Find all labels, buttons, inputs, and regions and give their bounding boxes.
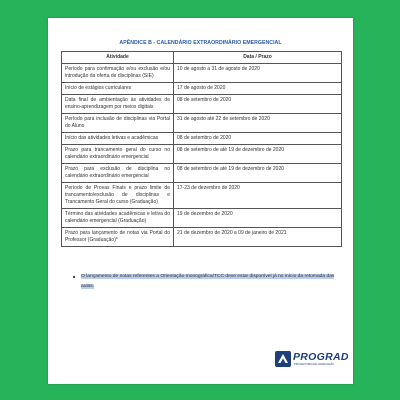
- table-header-row: [62, 52, 342, 64]
- activity-cell: Prazo para exclusão de disciplina no calendário extraordinário emergencial: [62, 164, 174, 183]
- table-row: [62, 83, 342, 95]
- header-date: Data / Prazo: [174, 52, 342, 64]
- footnote: [73, 272, 339, 292]
- prograd-emblem-icon: [274, 350, 292, 368]
- date-cell: 08 de setembro de 2020: [174, 95, 342, 114]
- table-row: [62, 183, 342, 209]
- date-cell: 08 de setembro de até 19 de dezembro de 2020: [174, 164, 342, 183]
- table-row: [62, 209, 342, 228]
- table-row: [62, 145, 342, 164]
- date-cell: 21 de dezembro de 2020 a 09 de janeiro de 2021: [174, 228, 342, 247]
- activity-cell: Término das atividades acadêmicas e letiva do calendário emergencial (Graduação): [62, 209, 174, 228]
- table-row: [62, 164, 342, 183]
- date-cell: 08 de setembro de até 19 de dezembro de 2020: [174, 145, 342, 164]
- date-cell: 17 de agosto de 2020: [174, 83, 342, 95]
- date-cell: 31 de agosto até 22 de setembro de 2020: [174, 114, 342, 133]
- activity-cell: Período para confirmação e/ou exclusão e/ou introdução da oferta de disciplinas (SIE): [62, 64, 174, 83]
- table-row: [62, 64, 342, 83]
- footnote-text: O lançamento de notas referentes a Orientação monográfica/TCC deve estar disponível já no início da retomada das aulas.: [81, 274, 335, 289]
- document-page: [48, 18, 353, 384]
- bullet-icon: ■: [73, 274, 76, 279]
- activity-cell: Data final de ambientação às atividades de ensino-aprendizagem por meios digitais: [62, 95, 174, 114]
- table-row: [62, 114, 342, 133]
- table-row: [62, 228, 342, 247]
- table-row: [62, 133, 342, 145]
- date-cell: 10 de agosto a 31 de agosto de 2020: [174, 64, 342, 83]
- date-cell: 19 de dezembro de 2020: [174, 209, 342, 228]
- prograd-logo: [274, 348, 349, 370]
- date-cell: 17-23 de dezembro de 2020: [174, 183, 342, 209]
- activity-cell: Início das atividades letivas e acadêmicas: [62, 133, 174, 145]
- header-activity: Atividade: [62, 52, 174, 64]
- activity-cell: Prazo para lançamento de notas via Portal do Professor (Graduação)*: [62, 228, 174, 247]
- activity-cell: Período de Provas Finais e prazo limite de trancamento/exclusão de disciplinas e Trancamento Geral do curso (Graduação): [62, 183, 174, 209]
- calendar-table: [61, 51, 342, 247]
- table-row: [62, 95, 342, 114]
- activity-cell: Prazo para trancamento geral do curso no calendário extraordinário emergencial: [62, 145, 174, 164]
- logo-wordmark: PROGRAD: [293, 351, 349, 363]
- page-title: APÊNDICE B - CALENDÁRIO EXTRAORDINÁRIO EMERGENCIAL: [119, 40, 282, 46]
- date-cell: 08 de setembro de 2020: [174, 133, 342, 145]
- activity-cell: Período para inclusão de disciplinas via Portal do Aluno: [62, 114, 174, 133]
- activity-cell: Início de estágios curriculares: [62, 83, 174, 95]
- logo-subtitle: PRÓ-REITORIA DE GRADUAÇÃO: [294, 363, 335, 366]
